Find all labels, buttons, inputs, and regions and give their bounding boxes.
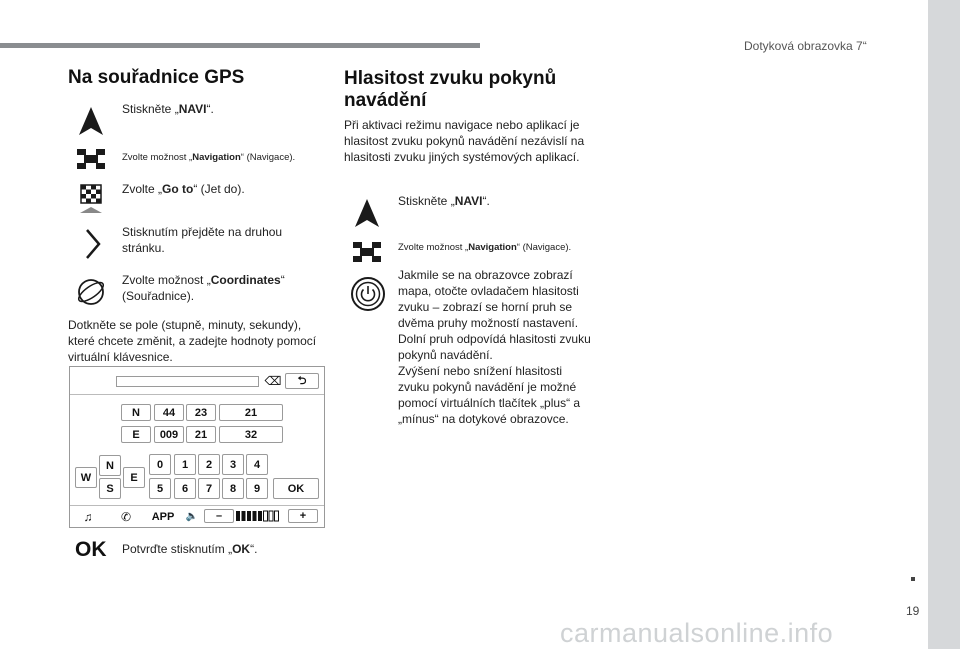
lon-minutes-field[interactable]: 21 <box>186 426 216 443</box>
step-navigation-volume: Zvolte možnost „Navigation“ (Navigace). <box>398 242 572 253</box>
step-confirm-ok: Potvrďte stisknutím „OK“. <box>122 542 258 556</box>
compass-south-key[interactable]: S <box>99 478 121 499</box>
compass-east-key[interactable]: E <box>123 467 145 488</box>
power-volume-knob-icon <box>350 276 386 312</box>
step-navigation: Zvolte možnost „Navigation“ (Navigace). <box>122 152 296 163</box>
volume-minus-button[interactable]: – <box>204 509 234 523</box>
header-title: Dotyková obrazovka 7“ <box>744 39 867 53</box>
phone-icon[interactable]: ✆ <box>120 509 132 524</box>
step-coordinates: Zvolte možnost „Coordinates“ (Souřadnice). <box>122 273 285 303</box>
ok-label-icon: OK <box>75 538 107 561</box>
header-bar <box>0 43 480 48</box>
digit-2-key[interactable]: 2 <box>198 454 220 475</box>
step-navi-volume: Stiskněte „NAVI“. <box>398 194 490 208</box>
digit-0-key[interactable]: 0 <box>149 454 171 475</box>
lat-minutes-field[interactable]: 23 <box>186 404 216 421</box>
digit-1-key[interactable]: 1 <box>174 454 196 475</box>
speaker-icon[interactable]: 🔈 <box>185 511 199 522</box>
search-field[interactable] <box>116 376 259 387</box>
navi-arrow-icon <box>354 198 380 228</box>
digit-6-key[interactable]: 6 <box>174 478 196 499</box>
digit-3-key[interactable]: 3 <box>222 454 244 475</box>
digit-5-key[interactable]: 5 <box>149 478 171 499</box>
volume-plus-button[interactable]: + <box>288 509 318 523</box>
keyboard-instructions: Dotkněte se pole (stupně, minuty, sekundy), které chcete změnit, a zadejte hodnoty pomocí virtuální klávesnice. <box>68 318 317 364</box>
globe-coordinates-icon <box>75 276 107 308</box>
step-navi: Stiskněte „NAVI“. <box>122 102 214 116</box>
coordinates-keyboard-screen <box>69 366 325 528</box>
lon-direction-key[interactable]: E <box>121 426 151 443</box>
music-note-icon[interactable]: ♫ <box>83 509 93 524</box>
page-marker <box>911 577 915 581</box>
step-go-to: Zvolte „Go to“ (Jet do). <box>122 182 245 196</box>
checkered-flag-icon <box>78 183 104 215</box>
side-strip <box>928 0 960 649</box>
lon-seconds-field[interactable]: 32 <box>219 426 283 443</box>
navigation-menu-icon <box>352 240 382 264</box>
compass-west-key[interactable]: W <box>75 467 97 488</box>
volume-level-bar <box>236 510 288 522</box>
lat-degrees-field[interactable]: 44 <box>154 404 184 421</box>
digit-8-key[interactable]: 8 <box>222 478 244 499</box>
backspace-icon[interactable]: ⌫ <box>264 374 282 388</box>
lat-direction-key[interactable]: N <box>121 404 151 421</box>
page-number: 19 <box>906 604 920 618</box>
digit-4-key[interactable]: 4 <box>246 454 268 475</box>
navi-arrow-icon <box>78 106 104 136</box>
volume-intro: Při aktivaci režimu navigace nebo aplikací je hlasitost zvuku pokynů navádění nezávislí na hlasitosti zvuku jiných systémových aplikací. <box>344 118 585 164</box>
digit-9-key[interactable]: 9 <box>246 478 268 499</box>
section-title-volume: Hlasitost zvuku pokynů navádění <box>344 68 557 111</box>
watermark: carmanualsonline.info <box>560 618 834 648</box>
apps-button[interactable]: APP <box>151 510 175 523</box>
ok-key[interactable]: OK <box>273 478 319 499</box>
lon-degrees-field[interactable]: 009 <box>154 426 184 443</box>
back-button[interactable]: ⮌ <box>285 373 319 389</box>
compass-north-key[interactable]: N <box>99 455 121 476</box>
navigation-menu-icon <box>76 147 106 171</box>
step-next-page: Stisknutím přejděte na druhou stránku. <box>122 225 283 255</box>
chevron-right-icon <box>84 228 102 260</box>
digit-7-key[interactable]: 7 <box>198 478 220 499</box>
lat-seconds-field[interactable]: 21 <box>219 404 283 421</box>
section-title-gps: Na souřadnice GPS <box>68 67 245 88</box>
volume-instructions: Jakmile se na obrazovce zobrazí mapa, otočte ovladačem hlasitosti zvuku – zobrazí se horní pruh se dvěma pruhy možností nastavení. Dolní pruh odpovídá hlasitosti zvuku pokynů navádění. Zvýšení nebo snížení hlasitosti zvuku pokynů navádění je možné pomocí virtuálních tlačítek „plus“ a „mínus“ na dotykové obrazovce. <box>398 268 591 426</box>
